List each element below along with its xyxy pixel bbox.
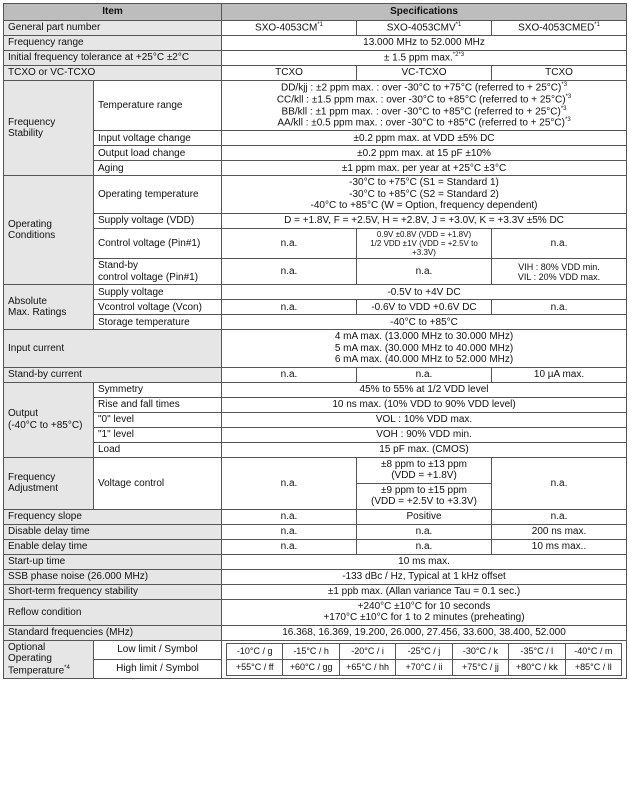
value-standard-frequencies: 16.368, 16.369, 19.200, 26.000, 27.456, 33.600, 38.400, 52.000 — [222, 625, 627, 640]
label-short-term: Short-term frequency stability — [4, 584, 222, 599]
value-level-0: VOL : 10% VDD max. — [222, 412, 627, 427]
optional-low-cell: -10°C / g — [227, 643, 283, 659]
label-frequency-stability: Frequency Stability — [4, 81, 94, 176]
optional-high-cell: +60°C / gg — [283, 659, 339, 675]
control-voltage-cmv: 0.9V ±0.8V (VDD = +1.8V) 1/2 VDD ±1V (VDD = +2.5V to +3.3V) — [357, 228, 492, 259]
standby-control-cmed: VIH : 80% VDD min. VIL : 20% VDD max. — [492, 259, 627, 285]
row-optional-low — [4, 640, 627, 659]
label-disable-delay: Disable delay time — [4, 524, 222, 539]
optional-low-row — [227, 643, 622, 659]
value-aging: ±1 ppm max. per year at +25°C ±3°C — [222, 161, 627, 176]
row-tcxo-type — [4, 66, 627, 81]
label-input-voltage-change: Input voltage change — [94, 131, 222, 146]
value-operating-temperature: -30°C to +75°C (S1 = Standard 1) -30°C to +85°C (S2 = Standard 2) -40°C to +85°C (W = Option, frequency dependent) — [222, 176, 627, 214]
disable-delay-cm: n.a. — [222, 524, 357, 539]
row-input-current — [4, 330, 627, 368]
row-level-1 — [4, 427, 627, 442]
value-storage-temperature: -40°C to +85°C — [222, 315, 627, 330]
row-symmetry — [4, 382, 627, 397]
value-supply-voltage: D = +1.8V, F = +2.5V, H = +2.8V, J = +3.0V, K = +3.3V ±5% DC — [222, 213, 627, 228]
value-startup-time: 10 ms max. — [222, 554, 627, 569]
label-input-current: Input current — [4, 330, 222, 368]
row-storage-temperature — [4, 315, 627, 330]
voltage-control-cm: n.a. — [222, 457, 357, 509]
optional-low-cell: -30°C / k — [452, 643, 508, 659]
label-level-0: "0" level — [94, 412, 222, 427]
disable-delay-cmv: n.a. — [357, 524, 492, 539]
row-short-term — [4, 584, 627, 599]
label-standard-frequencies: Standard frequencies (MHz) — [4, 625, 222, 640]
value-reflow: +240°C ±10°C for 10 seconds +170°C ±10°C for 1 to 2 minutes (preheating) — [222, 599, 627, 625]
label-frequency-adjustment: Frequency Adjustment — [4, 457, 94, 509]
value-symmetry: 45% to 55% at 1/2 VDD level — [222, 382, 627, 397]
label-storage-temperature: Storage temperature — [94, 315, 222, 330]
optional-high-cell: +55°C / ff — [227, 659, 283, 675]
label-aging: Aging — [94, 161, 222, 176]
enable-delay-cm: n.a. — [222, 539, 357, 554]
standby-control-cmv: n.a. — [357, 259, 492, 285]
optional-high-cell: +80°C / kk — [509, 659, 565, 675]
label-reflow: Reflow condition — [4, 599, 222, 625]
label-output-load-change: Output load change — [94, 146, 222, 161]
value-initial-tolerance: ± 1.5 ppm max.$^{*2*3}$ — [222, 51, 627, 66]
row-frequency-range — [4, 36, 627, 51]
label-rise-fall: Rise and fall times — [94, 397, 222, 412]
row-disable-delay — [4, 524, 627, 539]
row-control-voltage — [4, 228, 627, 259]
optional-low-cell: -25°C / j — [396, 643, 452, 659]
label-voltage-control: Voltage control — [94, 457, 222, 509]
label-ssb-noise: SSB phase noise (26.000 MHz) — [4, 569, 222, 584]
optional-low-cell: -35°C / l — [509, 643, 565, 659]
row-standby-control — [4, 259, 627, 285]
optional-low-cell: -15°C / h — [283, 643, 339, 659]
row-ssb-noise — [4, 569, 627, 584]
row-standby-current — [4, 367, 627, 382]
value-input-current: 4 mA max. (13.000 MHz to 30.000 MHz) 5 mA max. (30.000 MHz to 40.000 MHz) 6 mA max. (40.000 MHz to 52.000 MHz) — [222, 330, 627, 368]
label-control-voltage: Control voltage (Pin#1) — [94, 228, 222, 259]
label-operating-conditions: Operating Conditions — [4, 176, 94, 285]
disable-delay-cmed: 200 ns max. — [492, 524, 627, 539]
label-tcxo-type: TCXO or VC-TCXO — [4, 66, 222, 81]
standby-current-cmed: 10 µA max. — [492, 367, 627, 382]
row-initial-tolerance — [4, 51, 627, 66]
optional-temperature-grid — [222, 640, 627, 678]
row-reflow — [4, 599, 627, 625]
row-frequency-slope — [4, 509, 627, 524]
header-specifications: Specifications — [222, 4, 627, 21]
label-supply-voltage: Supply voltage (VDD) — [94, 213, 222, 228]
label-absolute-max: Absolute Max. Ratings — [4, 285, 94, 330]
part-cmv: SXO-4053CMV$^{*1}$ — [357, 21, 492, 36]
optional-low-cell: -20°C / i — [339, 643, 395, 659]
optional-high-cell: +75°C / jj — [452, 659, 508, 675]
tcxo-cmed: TCXO — [492, 66, 627, 81]
vcontrol-cmv: -0.6V to VDD +0.6V DC — [357, 300, 492, 315]
value-abs-supply-voltage: -0.5V to +4V DC — [222, 285, 627, 300]
row-load — [4, 442, 627, 457]
row-abs-supply-voltage — [4, 285, 627, 300]
header-item: Item — [4, 4, 222, 21]
row-supply-voltage — [4, 213, 627, 228]
value-short-term: ±1 ppb max. (Allan variance Tau = 0.1 sec.) — [222, 584, 627, 599]
row-vcontrol-voltage — [4, 300, 627, 315]
label-output: Output (-40°C to +85°C) — [4, 382, 94, 457]
row-general-part-number — [4, 21, 627, 36]
label-temperature-range: Temperature range — [94, 81, 222, 131]
row-aging — [4, 161, 627, 176]
label-level-1: "1" level — [94, 427, 222, 442]
part-cm: SXO-4053CM$^{*1}$ — [222, 21, 357, 36]
label-optional-temperature: Optional Operating Temperature$^{*4}$ — [4, 640, 94, 678]
part-cmed: SXO-4053CMED$^{*1}$ — [492, 21, 627, 36]
label-abs-supply-voltage: Supply voltage — [94, 285, 222, 300]
control-voltage-cmed: n.a. — [492, 228, 627, 259]
row-temperature-range — [4, 81, 627, 131]
row-rise-fall — [4, 397, 627, 412]
label-operating-temperature: Operating temperature — [94, 176, 222, 214]
row-standard-frequencies — [4, 625, 627, 640]
vcontrol-cm: n.a. — [222, 300, 357, 315]
tcxo-cmv: VC-TCXO — [357, 66, 492, 81]
label-load: Load — [94, 442, 222, 457]
frequency-slope-cmv: Positive — [357, 509, 492, 524]
optional-low-cell: -40°C / m — [565, 643, 622, 659]
frequency-slope-cm: n.a. — [222, 509, 357, 524]
specifications-table — [3, 3, 627, 679]
row-startup-time — [4, 554, 627, 569]
row-operating-temperature — [4, 176, 627, 214]
optional-temperature-table — [226, 643, 622, 676]
row-output-load-change — [4, 146, 627, 161]
label-optional-high: High limit / Symbol — [94, 659, 222, 678]
label-vcontrol-voltage: Vcontrol voltage (Vcon) — [94, 300, 222, 315]
label-frequency-slope: Frequency slope — [4, 509, 222, 524]
value-frequency-range: 13.000 MHz to 52.000 MHz — [222, 36, 627, 51]
value-temperature-range: DD/kjj : ±2 ppm max. : over -30°C to +75°C (referred to + 25°C)$^{*3}$ CC/kll : ±1.5 ppm max. : over -30°C to +85°C (referred to + 25°C)$^{*3}$ BB/kll : ±1 ppm max. : over -30°C to +85°C (referred to + 25°C)$^{*3}$ AA/kll : ±0.5 ppm max. : over -30°C to +85°C (referred to + 25°C)$^{*3}$ — [222, 81, 627, 131]
voltage-control-cmed: n.a. — [492, 457, 627, 509]
optional-high-cell: +70°C / ii — [396, 659, 452, 675]
row-input-voltage-change — [4, 131, 627, 146]
tcxo-cm: TCXO — [222, 66, 357, 81]
label-standby-control: Stand-by control voltage (Pin#1) — [94, 259, 222, 285]
label-initial-tolerance: Initial frequency tolerance at +25°C ±2°C — [4, 51, 222, 66]
vcontrol-cmed: n.a. — [492, 300, 627, 315]
control-voltage-cm: n.a. — [222, 228, 357, 259]
label-general-part-number: General part number — [4, 21, 222, 36]
header-row — [4, 4, 627, 21]
label-enable-delay: Enable delay time — [4, 539, 222, 554]
frequency-slope-cmed: n.a. — [492, 509, 627, 524]
optional-high-cell: +65°C / hh — [339, 659, 395, 675]
voltage-control-cmv-a: ±8 ppm to ±13 ppm (VDD = +1.8V) — [357, 457, 492, 483]
value-load: 15 pF max. (CMOS) — [222, 442, 627, 457]
optional-high-row — [227, 659, 622, 675]
value-output-load-change: ±0.2 ppm max. at 15 pF ±10% — [222, 146, 627, 161]
label-optional-low: Low limit / Symbol — [94, 640, 222, 659]
optional-high-cell: +85°C / ll — [565, 659, 622, 675]
label-standby-current: Stand-by current — [4, 367, 222, 382]
value-ssb-noise: -133 dBc / Hz, Typical at 1 kHz offset — [222, 569, 627, 584]
voltage-control-cmv-b: ±9 ppm to ±15 ppm (VDD = +2.5V to +3.3V) — [357, 483, 492, 509]
row-level-0 — [4, 412, 627, 427]
value-level-1: VOH : 90% VDD min. — [222, 427, 627, 442]
enable-delay-cmed: 10 ms max.. — [492, 539, 627, 554]
enable-delay-cmv: n.a. — [357, 539, 492, 554]
label-symmetry: Symmetry — [94, 382, 222, 397]
value-input-voltage-change: ±0.2 ppm max. at VDD ±5% DC — [222, 131, 627, 146]
row-enable-delay — [4, 539, 627, 554]
label-frequency-range: Frequency range — [4, 36, 222, 51]
row-voltage-control-a — [4, 457, 627, 483]
standby-current-cm: n.a. — [222, 367, 357, 382]
standby-current-cmv: n.a. — [357, 367, 492, 382]
standby-control-cm: n.a. — [222, 259, 357, 285]
label-startup-time: Start-up time — [4, 554, 222, 569]
value-rise-fall: 10 ns max. (10% VDD to 90% VDD level) — [222, 397, 627, 412]
